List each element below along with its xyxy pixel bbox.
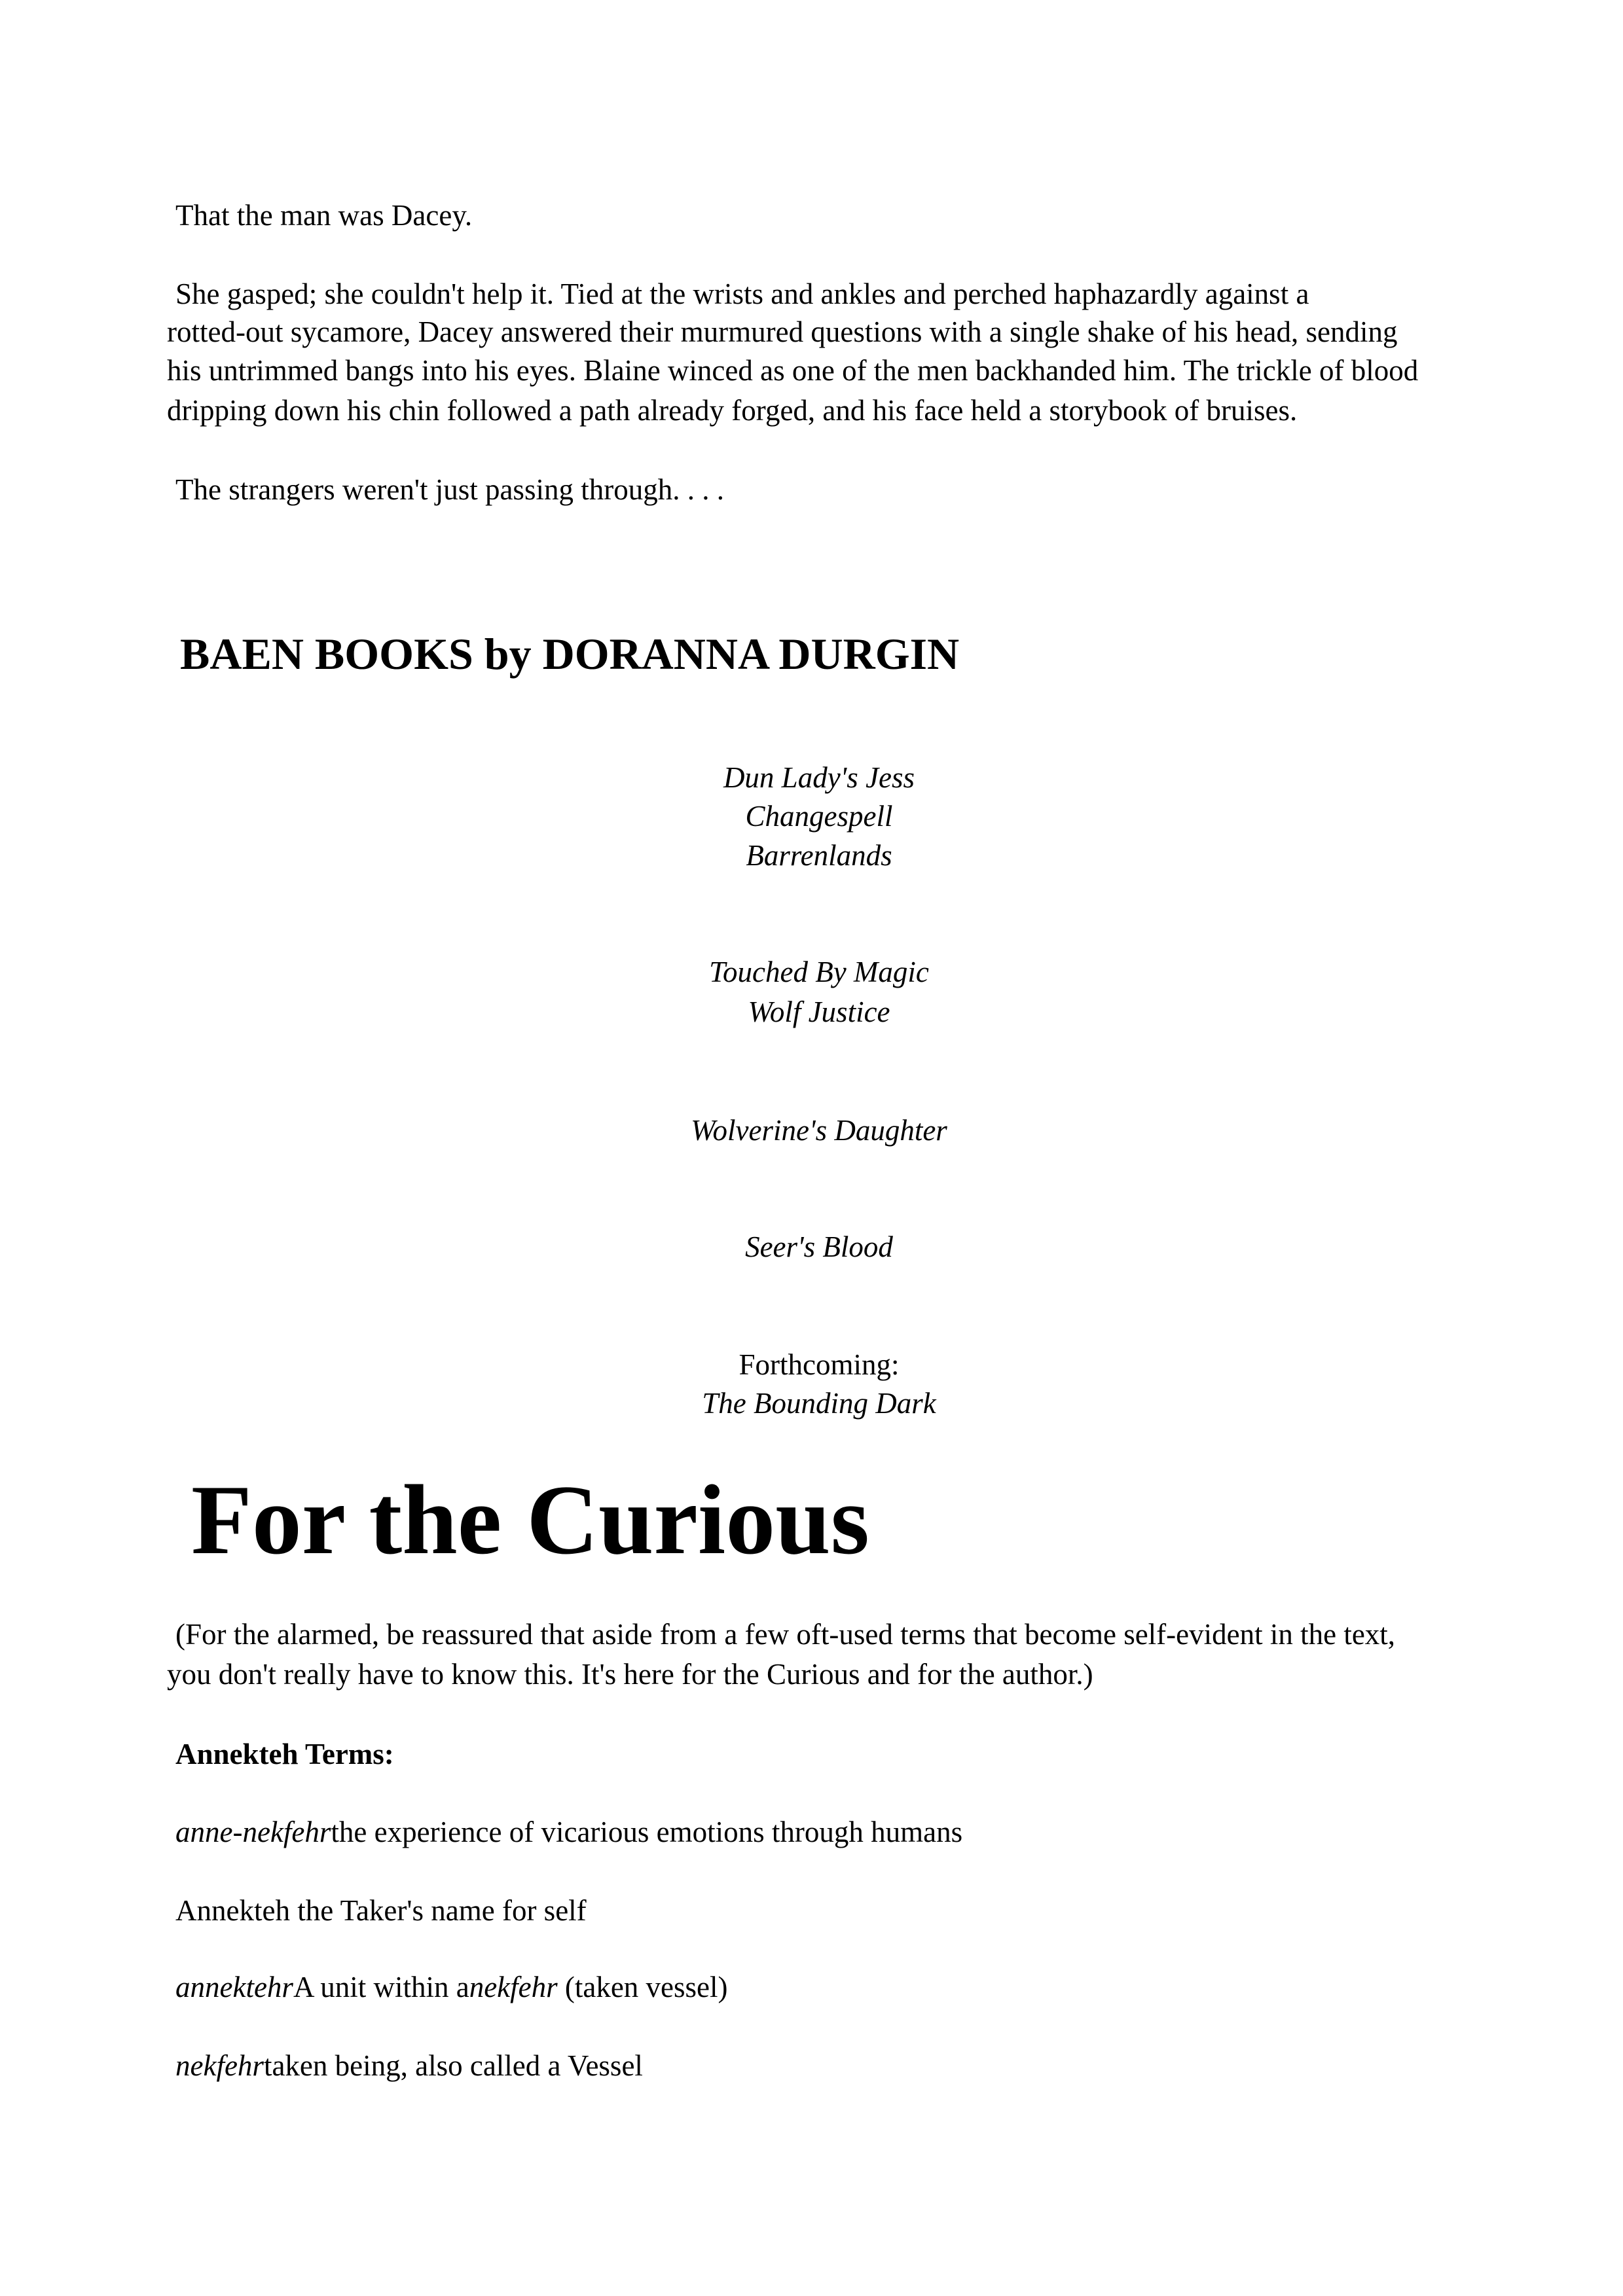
intro-line: you don't really have to know this. It's here for the Curious and for the author.): [167, 1658, 1093, 1691]
books-heading: BAEN BOOKS by DORANNA DURGIN: [180, 629, 960, 679]
forthcoming-label: Forthcoming:: [739, 1348, 900, 1381]
term-entry: [175, 1970, 728, 2004]
term: nekfehr: [469, 1971, 558, 2003]
term-definition: A unit within a: [293, 1971, 469, 2003]
term-definition: the Taker's name for self: [289, 1894, 587, 1927]
excerpt-paragraph: That the man was Dacey.: [175, 199, 473, 232]
term-entry: [175, 2049, 643, 2083]
book-title: Barrenlands: [746, 839, 892, 872]
term: nekfehr: [175, 2049, 264, 2082]
excerpt-line: She gasped; she couldn't help it. Tied at the wrists and ankles and perched haphazardly against a: [175, 278, 1309, 310]
term: annektehr: [175, 1971, 293, 2003]
excerpt-line: dripping down his chin followed a path already forged, and his face held a storybook of bruises.: [167, 394, 1298, 427]
book-title: Wolf Justice: [748, 996, 890, 1028]
term: anne-nekfehr: [175, 1816, 331, 1848]
excerpt-line: his untrimmed bangs into his eyes. Blaine winced as one of the men backhanded him. The trickle of blood: [167, 354, 1419, 387]
term: Annekteh: [175, 1894, 290, 1927]
term-entry: [175, 1893, 587, 1928]
book-title: Seer's Blood: [745, 1230, 893, 1263]
term-definition: (taken vessel): [557, 1971, 728, 2003]
excerpt-line: rotted-out sycamore, Dacey answered their murmured questions with a single shake of his head, sending: [167, 315, 1398, 348]
terms-heading: Annekteh Terms:: [175, 1738, 394, 1770]
intro-line: (For the alarmed, be reassured that aside from a few oft-used terms that become self-evident in the text,: [175, 1618, 1396, 1651]
book-title: Dun Lady's Jess: [723, 761, 915, 794]
book-title: Changespell: [745, 800, 893, 833]
forthcoming-title: The Bounding Dark: [702, 1387, 936, 1420]
term-definition: taken being, also called a Vessel: [263, 2049, 643, 2082]
book-title: Touched By Magic: [709, 956, 929, 988]
term-entry: [175, 1815, 962, 1849]
curious-heading: For the Curious: [191, 1465, 869, 1575]
excerpt-paragraph: The strangers weren't just passing through. . . .: [175, 473, 724, 506]
term-definition: the experience of vicarious emotions through humans: [331, 1816, 963, 1848]
book-title: Wolverine's Daughter: [691, 1114, 947, 1147]
